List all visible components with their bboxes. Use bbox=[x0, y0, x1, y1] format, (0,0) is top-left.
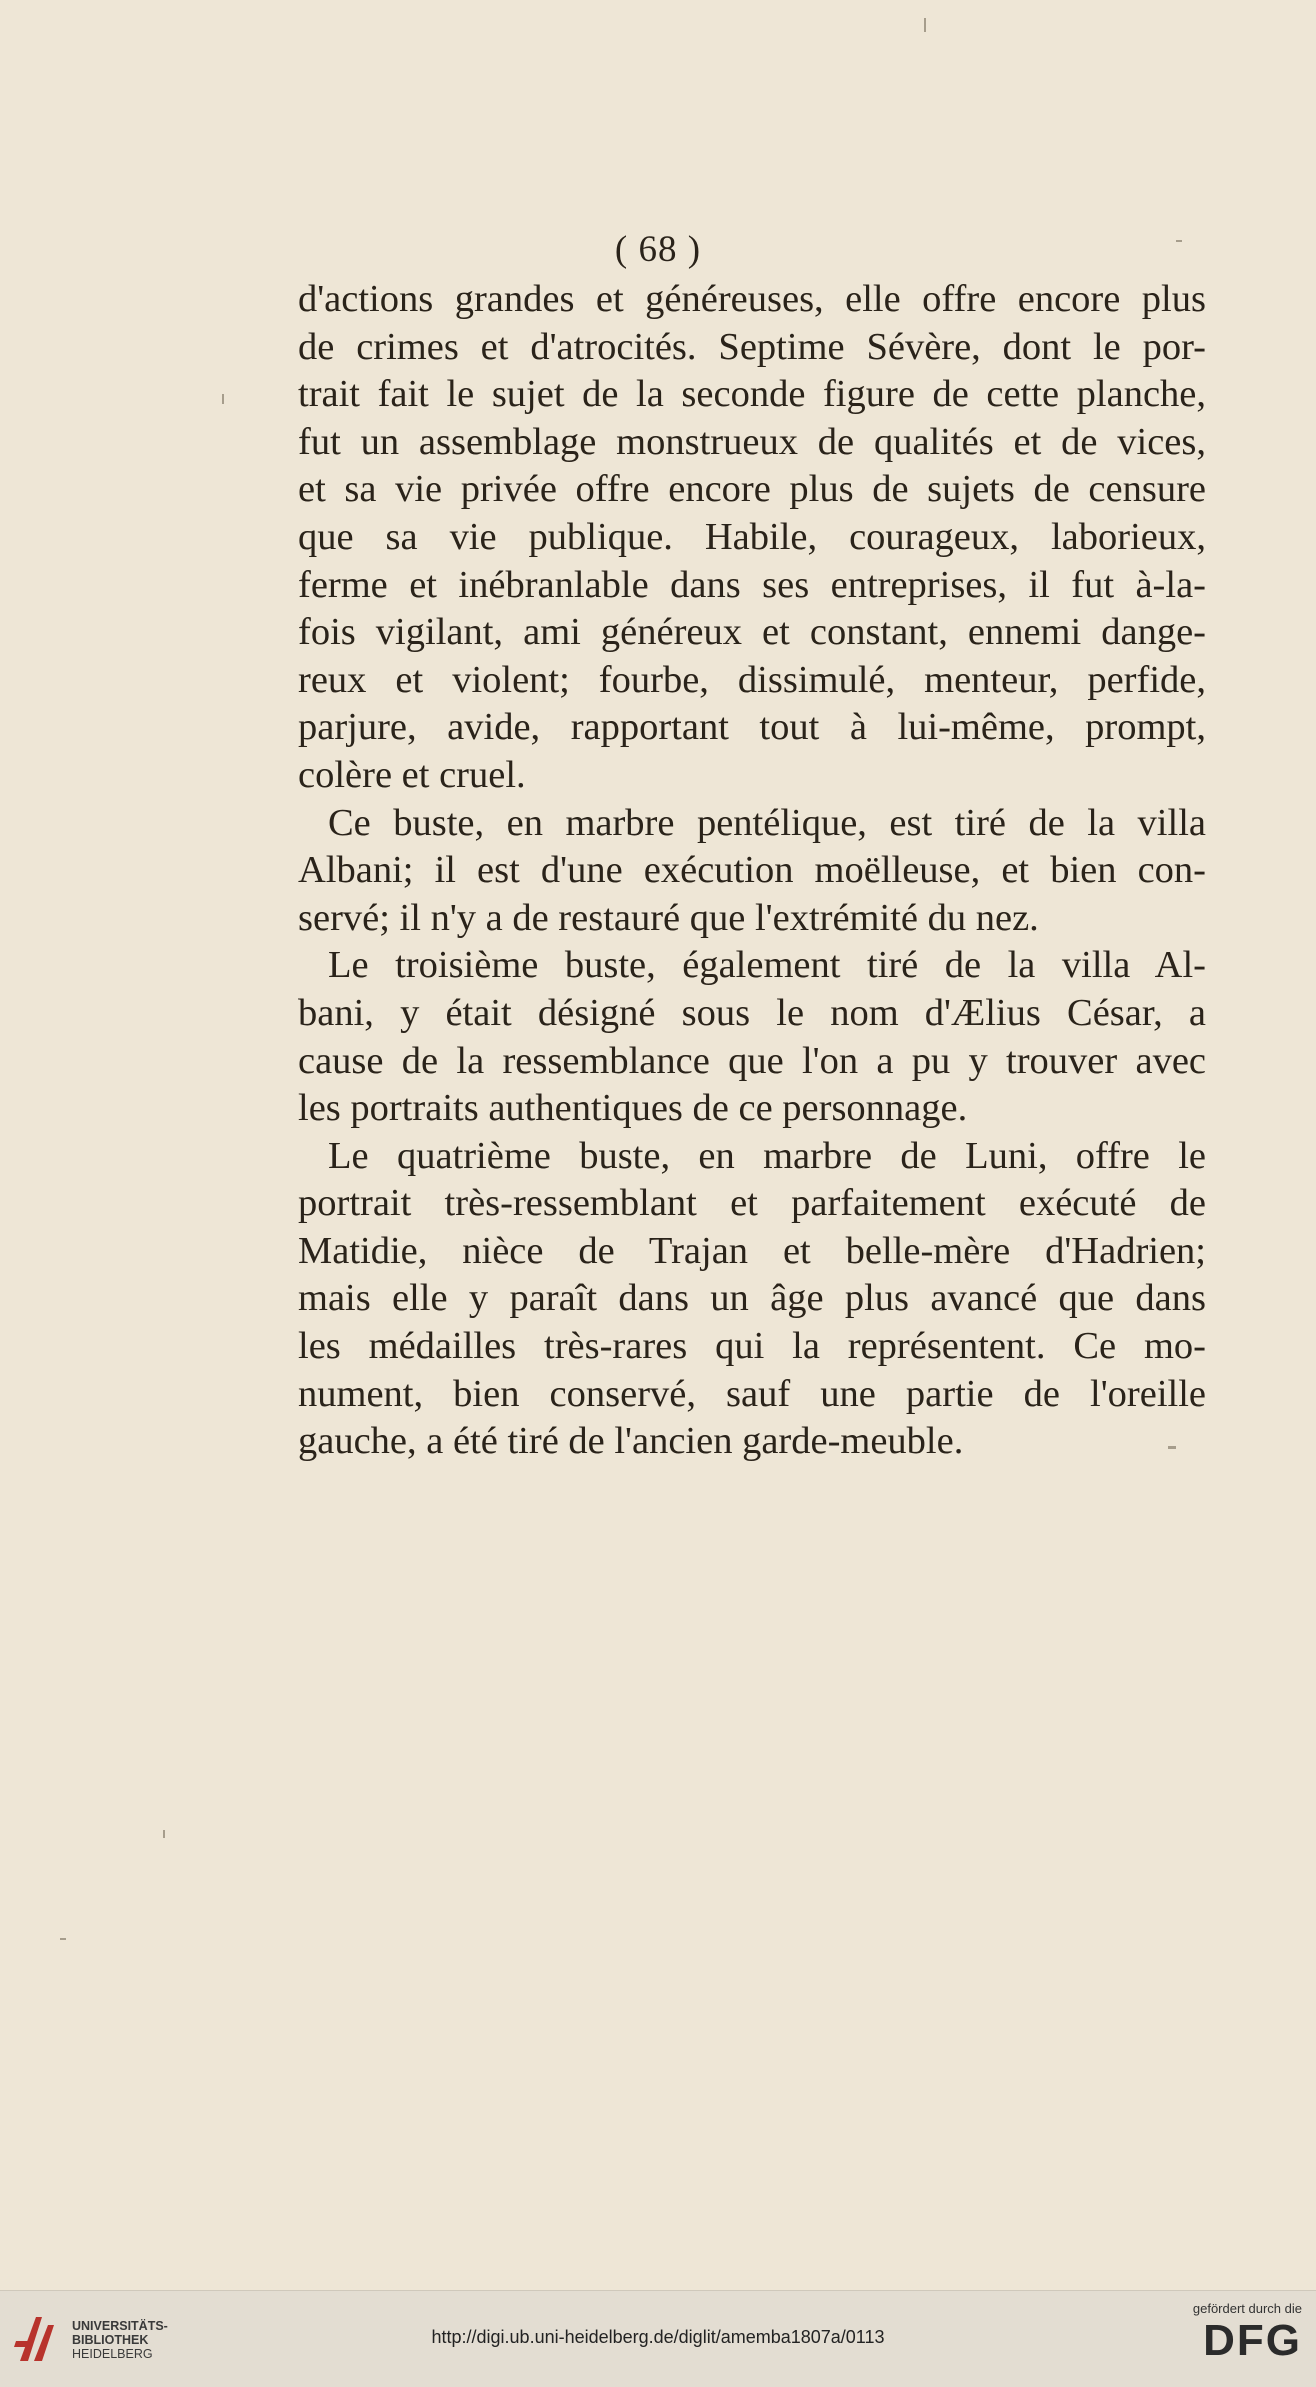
text-line: parjure, avide, rapportant tout à lui-même, prompt, bbox=[298, 706, 1206, 749]
text-line: bani, y était désigné sous le nom d'Ælius César, a bbox=[298, 991, 1206, 1034]
text-line: gauche, a été tiré de l'ancien garde-meuble. bbox=[298, 1420, 964, 1463]
text-line: portrait très-ressemblant et parfaitement exécuté de bbox=[298, 1182, 1206, 1225]
text-line: les médailles très-rares qui la représentent. Ce mo- bbox=[298, 1325, 1206, 1368]
text-line: ferme et inébranlable dans ses entreprises, il fut à-la- bbox=[298, 563, 1206, 606]
text-line: trait fait le sujet de la seconde figure de cette planche, bbox=[298, 373, 1206, 416]
text-line: Matidie, nièce de Trajan et belle-mère d'Hadrien; bbox=[298, 1229, 1206, 1272]
text-line: les portraits authentiques de ce personnage. bbox=[298, 1087, 968, 1130]
permalink-url[interactable]: http://digi.ub.uni-heidelberg.de/diglit/amemba1807a/0113 bbox=[431, 2327, 885, 2347]
text-line: que sa vie publique. Habile, courageux, laborieux, bbox=[298, 515, 1206, 558]
page-number: ( 68 ) bbox=[614, 229, 702, 270]
viewer-footer bbox=[0, 2290, 1316, 2387]
text-line: colère et cruel. bbox=[298, 753, 526, 796]
text-line: cause de la ressemblance que l'on a pu y trouver avec bbox=[298, 1039, 1206, 1082]
text-line: Albani; il est d'une exécution moëlleuse, et bien con- bbox=[298, 849, 1206, 892]
text-line: Ce buste, en marbre pentélique, est tiré de la villa bbox=[328, 801, 1206, 844]
text-line: servé; il n'y a de restauré que l'extrémité du nez. bbox=[298, 896, 1039, 939]
text-line: Le quatrième buste, en marbre de Luni, offre le bbox=[328, 1134, 1206, 1177]
text-line: nument, bien conservé, sauf une partie de l'oreille bbox=[298, 1372, 1206, 1415]
funder-credit[interactable] bbox=[1162, 2301, 1302, 2381]
text-line: d'actions grandes et généreuses, elle offre encore plus bbox=[298, 278, 1206, 320]
text-line: reux et violent; fourbe, dissimulé, menteur, perfide, bbox=[298, 658, 1206, 701]
library-name: UNIVERSITÄTS- BIBLIOTHEK HEIDELBERG bbox=[72, 2319, 168, 2361]
text-line: mais elle y paraît dans un âge plus avancé que dans bbox=[298, 1277, 1206, 1320]
text-line: fut un assemblage monstrueux de qualités et de vices, bbox=[298, 420, 1206, 463]
body-text bbox=[298, 276, 1206, 1466]
funding-note: gefördert durch die bbox=[1192, 2301, 1302, 2316]
text-line: fois vigilant, ami généreux et constant, ennemi dange- bbox=[298, 611, 1206, 654]
text-line: et sa vie privée offre encore plus de sujets de censure bbox=[298, 468, 1206, 511]
dfg-logo: DFG bbox=[1203, 2316, 1302, 2365]
text-line: de crimes et d'atrocités. Septime Sévère, dont le por- bbox=[298, 325, 1206, 368]
text-line: Le troisième buste, également tiré de la villa Al- bbox=[328, 944, 1206, 987]
